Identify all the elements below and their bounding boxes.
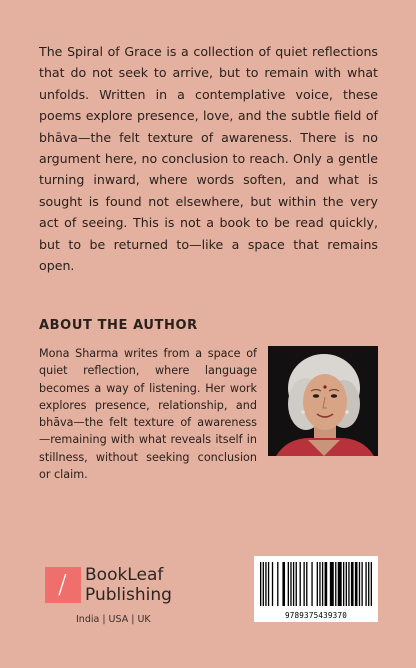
barcode-bar: [290, 562, 291, 606]
barcode-bar: [351, 562, 354, 606]
barcode-bar: [282, 562, 285, 606]
barcode-bar: [361, 562, 362, 606]
author-photo: [268, 346, 378, 456]
barcode-bar: [338, 562, 342, 606]
barcode-bar: [319, 562, 320, 606]
barcode-bar: [288, 562, 289, 606]
barcode-bar: [311, 562, 312, 606]
barcode-bars: [260, 562, 372, 606]
barcode-bar: [346, 562, 347, 606]
barcode-bar: [293, 562, 294, 606]
barcode-bar: [260, 562, 261, 606]
barcode-bar: [317, 562, 318, 606]
barcode-bar: [348, 562, 349, 606]
barcode-bar: [300, 562, 301, 606]
barcode-bar: [325, 562, 328, 606]
barcode-bar: [265, 562, 266, 606]
barcode-bar: [365, 562, 366, 606]
isbn-barcode: [254, 556, 378, 622]
publisher-name-line1: BookLeaf: [85, 565, 164, 585]
publisher-logo: [45, 567, 195, 627]
barcode-bar: [268, 562, 269, 606]
isbn-number: 9789375439370: [284, 611, 348, 620]
barcode-bar: [371, 562, 372, 606]
barcode-bar: [303, 562, 304, 606]
barcode-bar: [359, 562, 360, 606]
barcode-bar: [263, 562, 264, 606]
barcode-bar: [296, 562, 297, 606]
barcode-bar: [306, 562, 307, 606]
barcode-bar: [335, 562, 336, 606]
publisher-name-line2: Publishing: [85, 585, 172, 605]
publisher-mark-icon: /: [45, 567, 81, 603]
barcode-bar: [355, 562, 358, 606]
barcode-bar: [322, 562, 323, 606]
publisher-name: [85, 565, 205, 605]
barcode-bar: [272, 562, 273, 606]
barcode-bar: [277, 562, 278, 606]
barcode-bar: [330, 562, 334, 606]
author-bio: Mona Sharma writes from a space of quiet reflection, where language becomes a way of listening. Her work explores presence, relationship, and bhāva—the felt texture of awareness—remaining with what reveals itself in stillness, without seeking conclusion or claim.: [39, 347, 257, 482]
about-author-heading: ABOUT THE AUTHOR: [39, 318, 198, 333]
publisher-regions: India | USA | UK: [76, 614, 151, 625]
barcode-bar: [343, 562, 344, 606]
barcode-bar: [368, 562, 369, 606]
back-cover-blurb: The Spiral of Grace is a collection of quiet reflections that do not seek to arrive, but to remain with what unfolds. Written in a contemplative voice, these poems explore presence, love, and the subtle field of bhāva—the felt texture of awareness. There is no argument here, no conclusion to reach. Only a gentle turning inward, where words soften, and what is sought is found not elsewhere, but within the very act of seeing. This is not a book to be read quickly, but to be returned to—like a space that remains open.: [39, 44, 378, 274]
